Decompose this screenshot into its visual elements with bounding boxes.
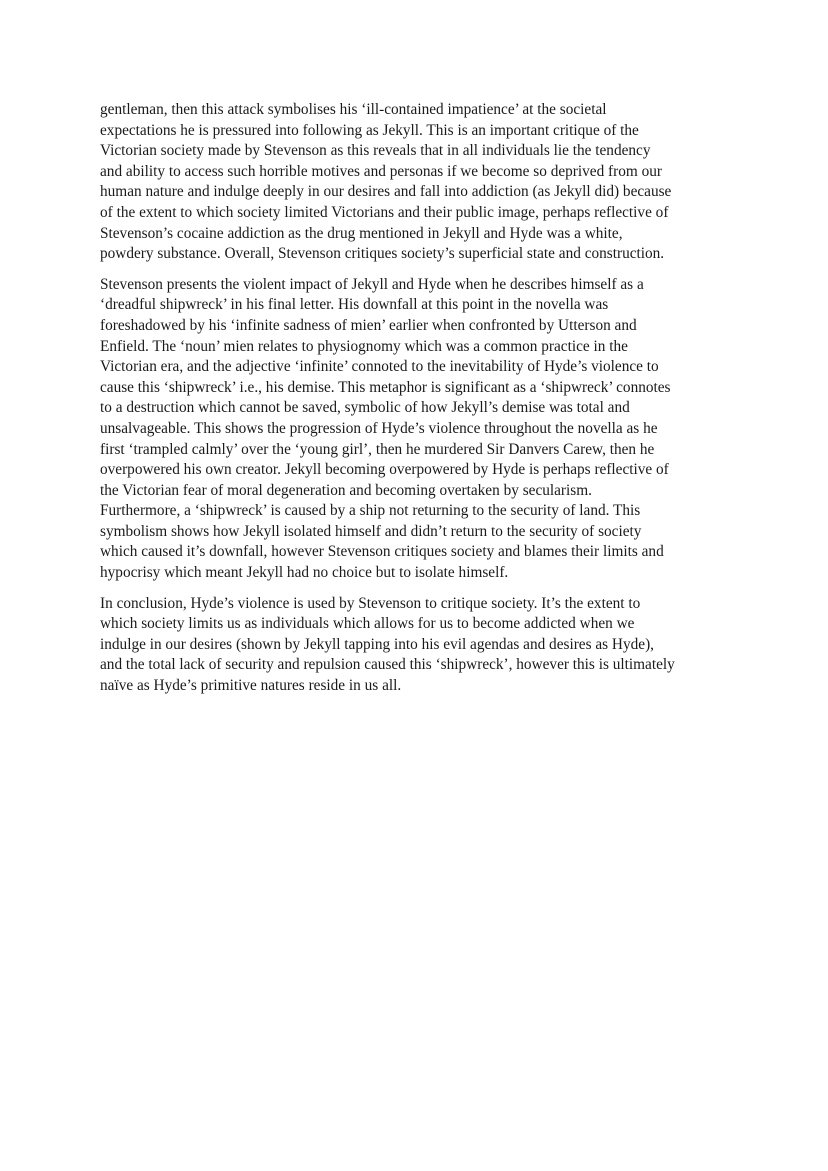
paragraph-conclusion [100,594,730,697]
text-line: ‘dreadful shipwreck’ in his final letter. His downfall at this point in the novella was [100,296,609,314]
text-line: Furthermore, a ‘shipwreck’ is caused by a ship not returning to the security of land. This [100,502,641,520]
text-line: symbolism shows how Jekyll isolated himself and didn’t return to the security of society [100,522,642,540]
text-line: which caused it’s downfall, however Stevenson critiques society and blames their limits and [100,543,664,561]
text-line: Stevenson’s cocaine addiction as the drug mentioned in Jekyll and Hyde was a white, [100,224,623,242]
text-line: Enfield. The ‘noun’ mien relates to physiognomy which was a common practice in the [100,337,628,355]
text-line: Victorian society made by Stevenson as this reveals that in all individuals lie the tendency [100,142,651,160]
text-line: human nature and indulge deeply in our desires and fall into addiction (as Jekyll did) because [100,183,672,201]
text-line: unsalvageable. This shows the progression of Hyde’s violence throughout the novella as he [100,419,658,437]
text-line: and ability to access such horrible motives and personas if we become so deprived from our [100,162,662,180]
text-line: which society limits us as individuals which allows for us to become addicted when we [100,615,635,633]
text-line: first ‘trampled calmly’ over the ‘young girl’, then he murdered Sir Danvers Carew, then he [100,440,655,458]
text-line: and the total lack of security and repulsion caused this ‘shipwreck’, however this is ultimately [100,656,675,674]
text-line: gentleman, then this attack symbolises his ‘ill-contained impatience’ at the societal [100,101,607,118]
paragraph-shipwreck [100,275,730,584]
text-line: Stevenson presents the violent impact of Jekyll and Hyde when he describes himself as a [100,275,644,293]
text-line: expectations he is pressured into following as Jekyll. This is an important critique of the [100,121,639,139]
text-line: the Victorian fear of moral degeneration and becoming overtaken by secularism. [100,481,592,499]
text-line: powdery substance. Overall, Stevenson critiques society’s superficial state and construction. [100,245,665,263]
text-line: to a destruction which cannot be saved, symbolic of how Jekyll’s demise was total and [100,399,630,417]
essay-body [100,100,730,707]
text-line: naïve as Hyde’s primitive natures reside in us all. [100,677,402,695]
text-line: overpowered his own creator. Jekyll becoming overpowered by Hyde is perhaps reflective of [100,461,669,479]
text-line: cause this ‘shipwreck’ i.e., his demise. This metaphor is significant as a ‘shipwreck’ connotes [100,378,671,396]
text-line: Victorian era, and the adjective ‘infinite’ connoted to the inevitability of Hyde’s violence to [100,358,659,376]
text-line: foreshadowed by his ‘infinite sadness of mien’ earlier when confronted by Utterson and [100,316,637,334]
paragraph-society-critique [100,100,730,265]
text-line: indulge in our desires (shown by Jekyll tapping into his evil agendas and desires as Hyde), [100,635,654,653]
text-line: of the extent to which society limited Victorians and their public image, perhaps reflective of [100,203,669,221]
text-line: hypocrisy which meant Jekyll had no choice but to isolate himself. [100,564,509,582]
text-line: In conclusion, Hyde’s violence is used by Stevenson to critique society. It’s the extent to [100,594,641,612]
